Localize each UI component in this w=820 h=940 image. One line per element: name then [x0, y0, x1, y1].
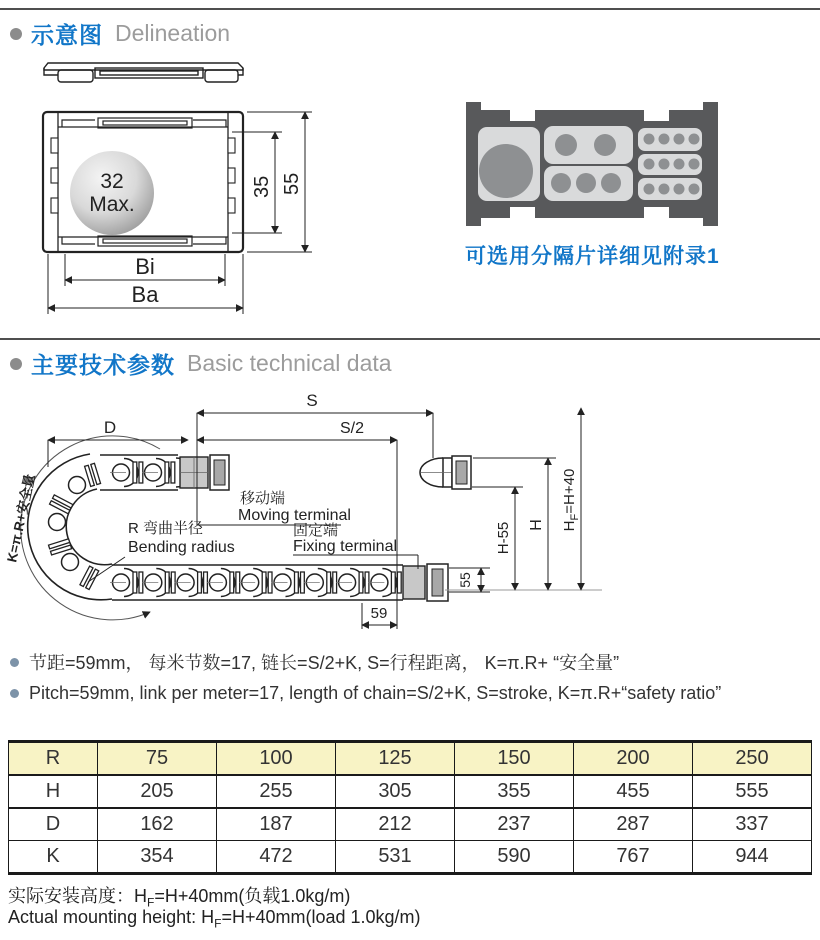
dim-h55-label: H-55	[495, 521, 512, 555]
bullet-icon	[10, 689, 19, 698]
bullet-icon	[10, 358, 22, 370]
table-header-cell: 150	[455, 742, 574, 776]
table-cell: 255	[217, 775, 336, 808]
dim-hf-label: $H_F=H+40$	[561, 468, 581, 532]
table-header-cell: 250	[693, 742, 812, 776]
divider-compartments	[478, 126, 702, 201]
row-label: K	[9, 841, 98, 874]
divider-caption: 可选用分隔片详细见附录1	[465, 245, 720, 268]
table-cell: 472	[217, 841, 336, 874]
divider-illustration	[462, 95, 812, 235]
section-title-zh: 主要技术参数	[31, 352, 175, 378]
table-row	[9, 841, 812, 874]
dim-55-label: 55	[457, 572, 473, 588]
spec-table	[8, 740, 812, 875]
table-header-row	[9, 742, 812, 776]
table-cell: 555	[693, 775, 812, 808]
table-cell: 287	[574, 808, 693, 841]
section-title-en: Delineation	[115, 20, 231, 46]
pitch-note-zh-text: 节距=59mm， 每米节数=17, 链长=S/2+K, S=行程距离， K=π.R+ “安全量”	[29, 653, 620, 673]
table-row	[9, 808, 812, 841]
dim-h-label: H	[528, 519, 545, 531]
table-cell: 531	[336, 841, 455, 874]
ball-max-label: Max.	[89, 193, 135, 216]
chain-diagram	[0, 385, 820, 640]
row-label: H	[9, 775, 98, 808]
chain-top-run	[100, 455, 229, 490]
bending-radius-en: Bending radius	[128, 539, 235, 556]
table-corner-cell: R	[9, 742, 98, 776]
table-cell: 212	[336, 808, 455, 841]
table-cell: 162	[98, 808, 217, 841]
k-formula-label: K=π.R+安全量	[4, 472, 38, 564]
section-title-zh: 示意图	[31, 22, 103, 48]
section-title-en: Basic technical data	[187, 350, 392, 376]
bending-radius-zh: R 弯曲半径	[128, 520, 204, 537]
pitch-note-en	[10, 683, 721, 704]
dim-59-label: 59	[370, 605, 388, 622]
mounting-height-en: Actual mounting height: $H_F=H+40mm(load$ 1.0kg/m)	[8, 907, 421, 931]
fixing-terminal-en: Fixing terminal	[293, 538, 398, 555]
table-cell: 944	[693, 841, 812, 874]
pitch-note-en-text: Pitch=59mm, link per meter=17, length of chain=S/2+K, S=stroke, K=π.R+“safety ratio”	[29, 683, 722, 703]
moving-terminal-zh: 移动端	[240, 490, 286, 507]
dim-55-label: 55	[281, 172, 303, 195]
chain-bend	[28, 454, 112, 600]
moving-terminal-en: Moving terminal	[238, 507, 351, 524]
table-cell: 237	[455, 808, 574, 841]
table-cell: 187	[217, 808, 336, 841]
bullet-icon	[10, 28, 22, 40]
fixing-terminal-zh: 固定端	[293, 522, 339, 539]
table-cell: 305	[336, 775, 455, 808]
table-cell: 767	[574, 841, 693, 874]
detached-terminal	[420, 456, 471, 489]
table-cell: 455	[574, 775, 693, 808]
lid-drawing	[44, 63, 243, 82]
section-delineation-header	[0, 8, 820, 50]
cross-section-drawing	[0, 55, 350, 335]
dim-ba-label: Ba	[131, 282, 159, 307]
table-header-cell: 100	[217, 742, 336, 776]
bullet-icon	[10, 658, 19, 667]
table-cell: 590	[455, 841, 574, 874]
pitch-note-zh	[10, 649, 619, 675]
table-cell: 354	[98, 841, 217, 874]
table-cell: 355	[455, 775, 574, 808]
dim-d-label: D	[103, 418, 117, 437]
table-cell: 205	[98, 775, 217, 808]
table-header-cell: 200	[574, 742, 693, 776]
table-header-cell: 125	[336, 742, 455, 776]
table-header-cell: 75	[98, 742, 217, 776]
dim-s-label: S	[306, 391, 318, 410]
dim-bi-label: Bi	[135, 254, 155, 279]
section-technical-header	[0, 338, 820, 380]
mounting-height-zh: 实际安装高度：$H_F=H+40mm$(负载1.0kg/m)	[8, 886, 351, 910]
dim-35-label: 35	[251, 175, 273, 198]
row-label: D	[9, 808, 98, 841]
ball-diameter-label: 32	[100, 170, 124, 193]
table-row	[9, 775, 812, 808]
table-cell: 337	[693, 808, 812, 841]
dim-s2-label: S/2	[339, 420, 365, 437]
